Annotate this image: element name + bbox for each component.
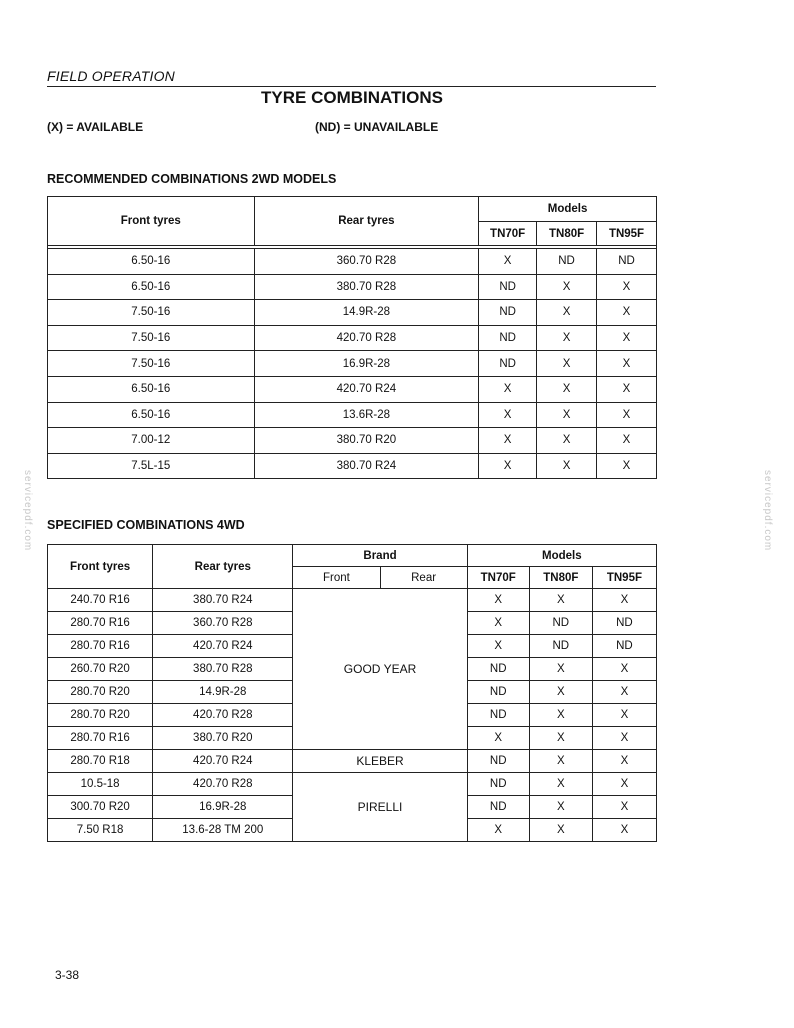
table-row (48, 376, 657, 402)
availability-cell: X (467, 819, 529, 842)
col-model: TN70F (479, 222, 537, 246)
front-tyre-cell: 280.70 R20 (48, 681, 153, 704)
front-tyre-cell: 280.70 R16 (48, 612, 153, 635)
table-row (48, 773, 657, 796)
front-tyre-cell: 280.70 R16 (48, 727, 153, 750)
rear-tyre-cell: 380.70 R20 (254, 428, 479, 454)
front-tyre-cell: 280.70 R20 (48, 704, 153, 727)
table-4wd-heading: SPECIFIED COMBINATIONS 4WD (47, 518, 245, 532)
availability-cell: ND (529, 612, 592, 635)
availability-cell: X (597, 351, 657, 377)
rear-tyre-cell: 13.6R-28 (254, 402, 479, 428)
availability-cell: X (537, 351, 597, 377)
rear-tyre-cell: 380.70 R28 (254, 274, 479, 300)
brand-cell: GOOD YEAR (293, 589, 467, 750)
col-brand-front: Front (293, 567, 380, 589)
front-tyre-cell: 300.70 R20 (48, 796, 153, 819)
front-tyre-cell: 6.50-16 (48, 376, 255, 402)
availability-cell: ND (479, 300, 537, 326)
availability-cell: X (597, 300, 657, 326)
table-row (48, 402, 657, 428)
rear-tyre-cell: 13.6-28 TM 200 (153, 819, 293, 842)
availability-cell: ND (592, 635, 656, 658)
col-front-tyres: Front tyres (48, 197, 255, 246)
availability-cell: X (592, 727, 656, 750)
availability-cell: X (529, 658, 592, 681)
page-title: TYRE COMBINATIONS (261, 88, 443, 107)
availability-cell: X (597, 402, 657, 428)
availability-cell: ND (479, 274, 537, 300)
rear-tyre-cell: 14.9R-28 (254, 300, 479, 326)
availability-cell: X (592, 681, 656, 704)
availability-cell: X (592, 658, 656, 681)
table-row (48, 300, 657, 326)
availability-cell: X (592, 589, 656, 612)
col-brand: Brand (293, 545, 467, 567)
rear-tyre-cell: 420.70 R28 (153, 704, 293, 727)
table-row (48, 589, 657, 612)
availability-cell: X (537, 402, 597, 428)
front-tyre-cell: 6.50-16 (48, 274, 255, 300)
availability-cell: X (479, 402, 537, 428)
page-number: 3-38 (55, 968, 80, 982)
availability-cell: X (592, 796, 656, 819)
col-model: TN95F (592, 567, 656, 589)
front-tyre-cell: 10.5-18 (48, 773, 153, 796)
col-model: TN95F (597, 222, 657, 246)
availability-cell: X (537, 325, 597, 351)
availability-cell: X (529, 681, 592, 704)
front-tyre-cell: 7.5L-15 (48, 453, 255, 479)
front-tyre-cell: 7.50-16 (48, 325, 255, 351)
rear-tyre-cell: 16.9R-28 (153, 796, 293, 819)
availability-cell: X (597, 428, 657, 454)
table-4wd (47, 544, 657, 842)
brand-cell: KLEBER (293, 750, 467, 773)
availability-cell: ND (479, 351, 537, 377)
table-row (48, 274, 657, 300)
availability-cell: X (529, 727, 592, 750)
availability-cell: X (467, 635, 529, 658)
rear-tyre-cell: 420.70 R28 (254, 325, 479, 351)
availability-cell: X (479, 453, 537, 479)
availability-cell: ND (529, 635, 592, 658)
table-row (48, 453, 657, 479)
front-tyre-cell: 7.50-16 (48, 300, 255, 326)
availability-cell: ND (467, 796, 529, 819)
col-models: Models (467, 545, 656, 567)
front-tyre-cell: 280.70 R18 (48, 750, 153, 773)
availability-cell: X (529, 819, 592, 842)
availability-cell: X (537, 376, 597, 402)
availability-cell: ND (467, 750, 529, 773)
rear-tyre-cell: 16.9R-28 (254, 351, 479, 377)
availability-cell: X (592, 704, 656, 727)
availability-cell: ND (467, 658, 529, 681)
rear-tyre-cell: 420.70 R28 (153, 773, 293, 796)
rear-tyre-cell: 380.70 R24 (254, 453, 479, 479)
rear-tyre-cell: 420.70 R24 (153, 750, 293, 773)
rear-tyre-cell: 380.70 R24 (153, 589, 293, 612)
col-model: TN80F (529, 567, 592, 589)
availability-cell: X (597, 376, 657, 402)
availability-cell: X (597, 325, 657, 351)
availability-cell: X (537, 428, 597, 454)
rear-tyre-cell: 380.70 R20 (153, 727, 293, 750)
availability-cell: X (592, 819, 656, 842)
availability-cell: ND (479, 325, 537, 351)
availability-cell: ND (592, 612, 656, 635)
availability-cell: ND (537, 249, 597, 275)
availability-cell: X (479, 249, 537, 275)
col-front-tyres: Front tyres (48, 545, 153, 589)
availability-cell: ND (597, 249, 657, 275)
table-2wd-heading: RECOMMENDED COMBINATIONS 2WD MODELS (47, 172, 337, 186)
front-tyre-cell: 280.70 R16 (48, 635, 153, 658)
availability-cell: X (592, 750, 656, 773)
availability-cell: X (537, 300, 597, 326)
rear-tyre-cell: 14.9R-28 (153, 681, 293, 704)
availability-cell: X (537, 274, 597, 300)
availability-cell: X (467, 589, 529, 612)
rear-tyre-cell: 360.70 R28 (254, 249, 479, 275)
availability-cell: X (479, 376, 537, 402)
availability-cell: X (467, 727, 529, 750)
availability-cell: X (529, 589, 592, 612)
legend-unavailable: (ND) = UNAVAILABLE (315, 120, 439, 134)
front-tyre-cell: 6.50-16 (48, 402, 255, 428)
availability-cell: X (529, 704, 592, 727)
front-tyre-cell: 260.70 R20 (48, 658, 153, 681)
availability-cell: ND (467, 773, 529, 796)
availability-cell: X (597, 453, 657, 479)
watermark-right: servicepdf.com (762, 470, 773, 552)
section-title: FIELD OPERATION (47, 68, 175, 84)
front-tyre-cell: 7.50 R18 (48, 819, 153, 842)
col-brand-rear: Rear (380, 567, 467, 589)
rear-tyre-cell: 420.70 R24 (153, 635, 293, 658)
availability-cell: X (592, 773, 656, 796)
section-header (47, 68, 656, 87)
availability-cell: X (479, 428, 537, 454)
front-tyre-cell: 6.50-16 (48, 249, 255, 275)
table-row (48, 750, 657, 773)
brand-cell: PIRELLI (293, 773, 467, 842)
table-row (48, 428, 657, 454)
availability-cell: ND (467, 704, 529, 727)
availability-cell: X (529, 796, 592, 819)
availability-cell: ND (467, 681, 529, 704)
front-tyre-cell: 7.50-16 (48, 351, 255, 377)
col-rear-tyres: Rear tyres (254, 197, 479, 246)
availability-cell: X (467, 612, 529, 635)
table-row (48, 351, 657, 377)
front-tyre-cell: 7.00-12 (48, 428, 255, 454)
col-models: Models (479, 197, 657, 222)
col-model: TN80F (537, 222, 597, 246)
availability-cell: X (597, 274, 657, 300)
availability-cell: X (529, 773, 592, 796)
col-model: TN70F (467, 567, 529, 589)
rear-tyre-cell: 380.70 R28 (153, 658, 293, 681)
rear-tyre-cell: 360.70 R28 (153, 612, 293, 635)
availability-cell: X (529, 750, 592, 773)
table-2wd (47, 196, 657, 479)
availability-cell: X (537, 453, 597, 479)
table-row (48, 249, 657, 275)
watermark-left: servicepdf.com (22, 470, 33, 552)
front-tyre-cell: 240.70 R16 (48, 589, 153, 612)
legend-available: (X) = AVAILABLE (47, 120, 144, 134)
col-rear-tyres: Rear tyres (153, 545, 293, 589)
rear-tyre-cell: 420.70 R24 (254, 376, 479, 402)
table-row (48, 325, 657, 351)
